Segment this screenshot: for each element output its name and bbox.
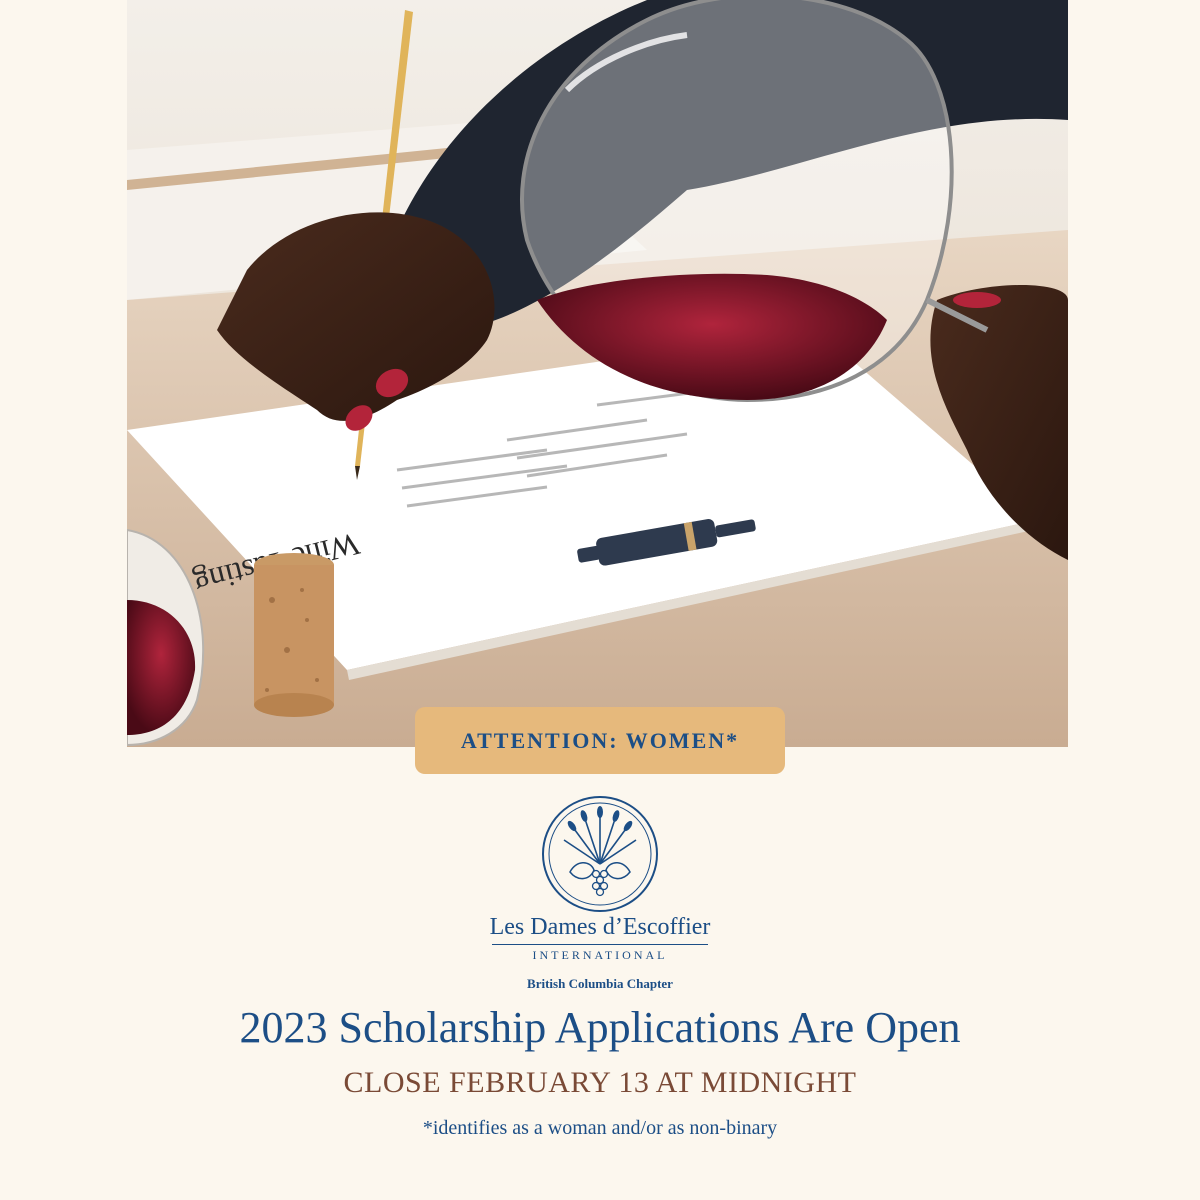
- hero-photo: [127, 0, 1068, 747]
- sheet-heading: Wine Tasting: [190, 525, 364, 602]
- footnote: *identifies as a woman and/or as non-binary: [422, 1117, 778, 1139]
- wine-tasting-illustration: [127, 0, 1068, 747]
- organization-name: Les Dames d’Escoffier: [489, 914, 711, 940]
- organization-divider: [492, 944, 708, 945]
- deadline: CLOSE FEBRUARY 13 AT MIDNIGHT: [343, 1066, 857, 1099]
- attention-badge: [415, 707, 785, 774]
- attention-badge-label: ATTENTION: WOMEN*: [460, 727, 740, 753]
- organization-subtitle: INTERNATIONAL: [532, 948, 668, 962]
- headline: 2023 Scholarship Applications Are Open: [239, 1003, 961, 1052]
- emblem-icon: [540, 794, 660, 914]
- chapter-name: British Columbia Chapter: [527, 976, 673, 991]
